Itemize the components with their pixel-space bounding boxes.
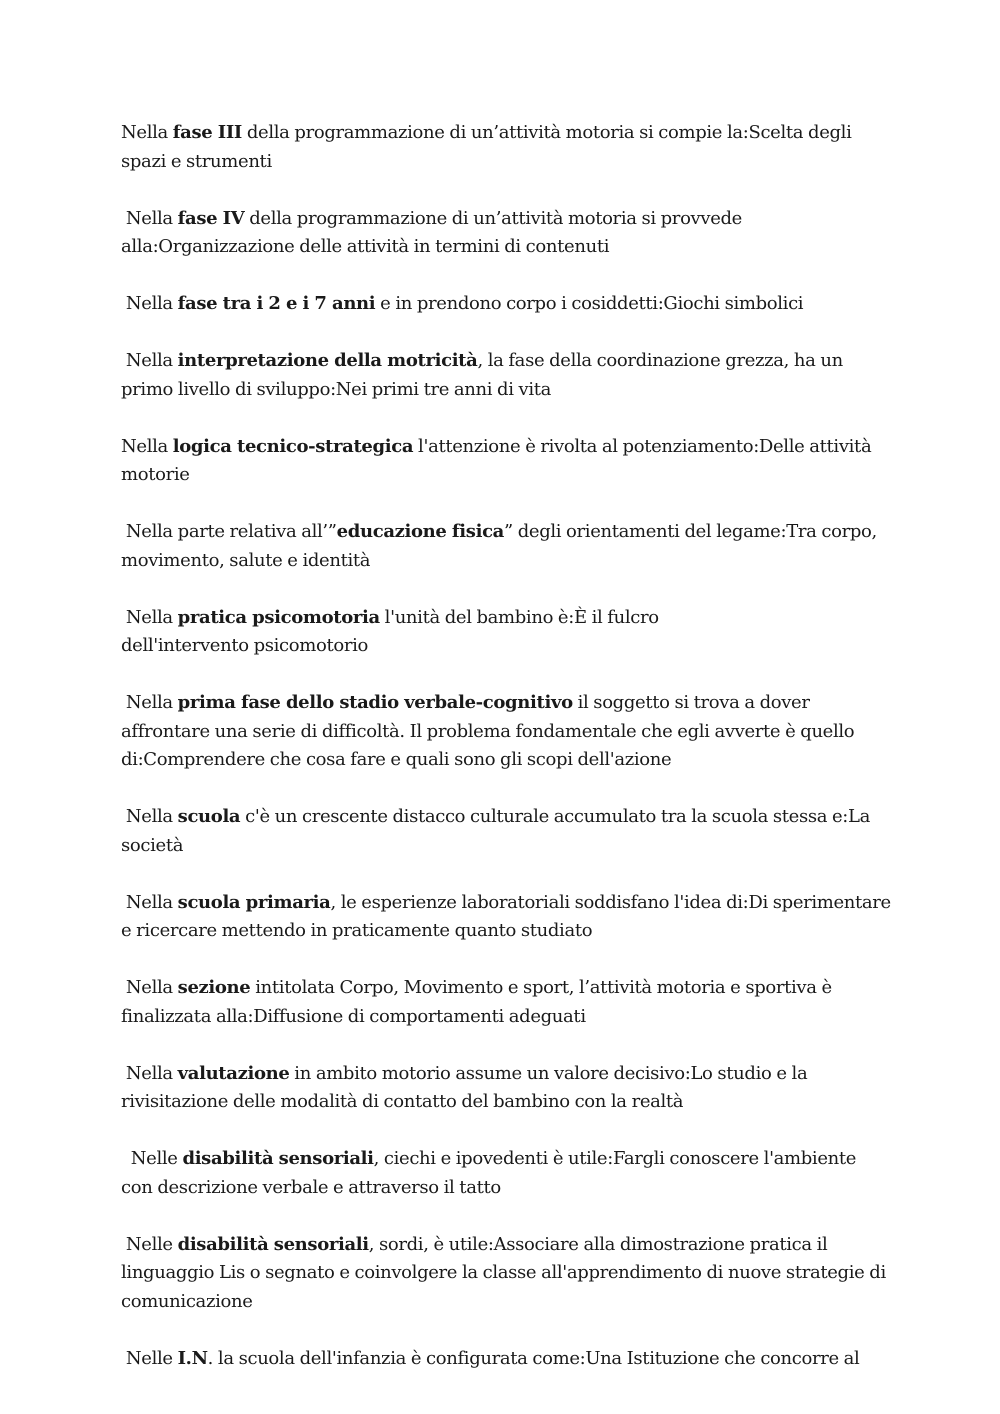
paragraph: Nella parte relativa all’”educazione fisica” degli orientamenti del legame:Tra corpo, movimento, salute e identità bbox=[121, 521, 882, 571]
bold-term: fase tra i 2 e i 7 anni bbox=[177, 293, 376, 314]
paragraph: Nella interpretazione della motricità, la fase della coordinazione grezza, ha un primo livello di sviluppo:Nei primi tre anni di vita bbox=[121, 350, 848, 400]
bold-term: pratica psicomotoria bbox=[177, 606, 380, 628]
bold-term: educazione fisica bbox=[336, 521, 504, 542]
paragraph: Nella scuola primaria, le esperienze laboratoriali soddisfano l'idea di:Di sperimentare e ricercare mettendo in praticamente quanto studiato bbox=[121, 891, 896, 941]
paragraph: Nella sezione intitolata Corpo, Movimento e sport, l’attività motoria e sportiva è finalizzata alla:Diffusione di comportamenti adeguati bbox=[121, 977, 837, 1027]
bold-term: scuola bbox=[177, 806, 241, 827]
paragraph: Nella scuola c'è un crescente distacco culturale accumulato tra la scuola stessa e:La società bbox=[121, 806, 875, 856]
paragraph: Nella fase IV della programmazione di un’attività motoria si provvede alla:Organizzazione delle attività in termini di contenuti bbox=[121, 207, 742, 257]
paragraph: Nella prima fase dello stadio verbale-cognitivo il soggetto si trova a dover affrontare una serie di difficoltà. Il problema fondamentale che egli avverte è quello di:Comprendere che cosa fare e quali sono gli scopi dell'azione bbox=[121, 692, 860, 770]
bold-term: disabilità sensoriali bbox=[177, 1233, 369, 1255]
document-body bbox=[121, 119, 896, 1402]
paragraph: Nelle disabilità sensoriali, ciechi e ipovedenti è utile:Fargli conoscere l'ambiente con descrizione verbale e attraverso il tatto bbox=[121, 1148, 861, 1198]
bold-term: prima fase dello stadio verbale-cognitivo bbox=[177, 692, 573, 713]
paragraph: Nella fase III della programmazione di un’attività motoria si compie la:Scelta degli spazi e strumenti bbox=[121, 122, 857, 172]
paragraph: Nelle I.N. la scuola dell'infanzia è configurata come:Una Istituzione che concorre al bbox=[121, 1347, 860, 1369]
paragraph: Nelle disabilità sensoriali, sordi, è utile:Associare alla dimostrazione pratica il linguaggio Lis o segnato e coinvolgere la classe all'apprendimento di nuove strategie di comunicazione bbox=[121, 1233, 891, 1312]
paragraph: Nella pratica psicomotoria l'unità del bambino è:È il fulcro dell'intervento psicomotorio bbox=[121, 606, 659, 656]
bold-term: scuola primaria bbox=[177, 891, 331, 913]
bold-term: disabilità sensoriali bbox=[182, 1148, 374, 1169]
bold-term: valutazione bbox=[177, 1062, 290, 1084]
bold-term: logica tecnico-strategica bbox=[172, 435, 414, 457]
paragraph: Nella valutazione in ambito motorio assume un valore decisivo:Lo studio e la rivisitazione delle modalità di contatto del bambino con la realtà bbox=[121, 1062, 813, 1112]
bold-term: fase III bbox=[172, 122, 242, 143]
bold-term: interpretazione della motricità bbox=[177, 350, 478, 371]
paragraph: Nella fase tra i 2 e i 7 anni e in prendono corpo i cosiddetti:Giochi simbolici bbox=[121, 293, 804, 314]
paragraph: Nella logica tecnico-strategica l'attenzione è rivolta al potenziamento:Delle attività motorie bbox=[121, 435, 877, 485]
bold-term: I.N bbox=[177, 1347, 208, 1369]
bold-term: fase IV bbox=[177, 207, 245, 229]
bold-term: sezione bbox=[177, 977, 251, 998]
